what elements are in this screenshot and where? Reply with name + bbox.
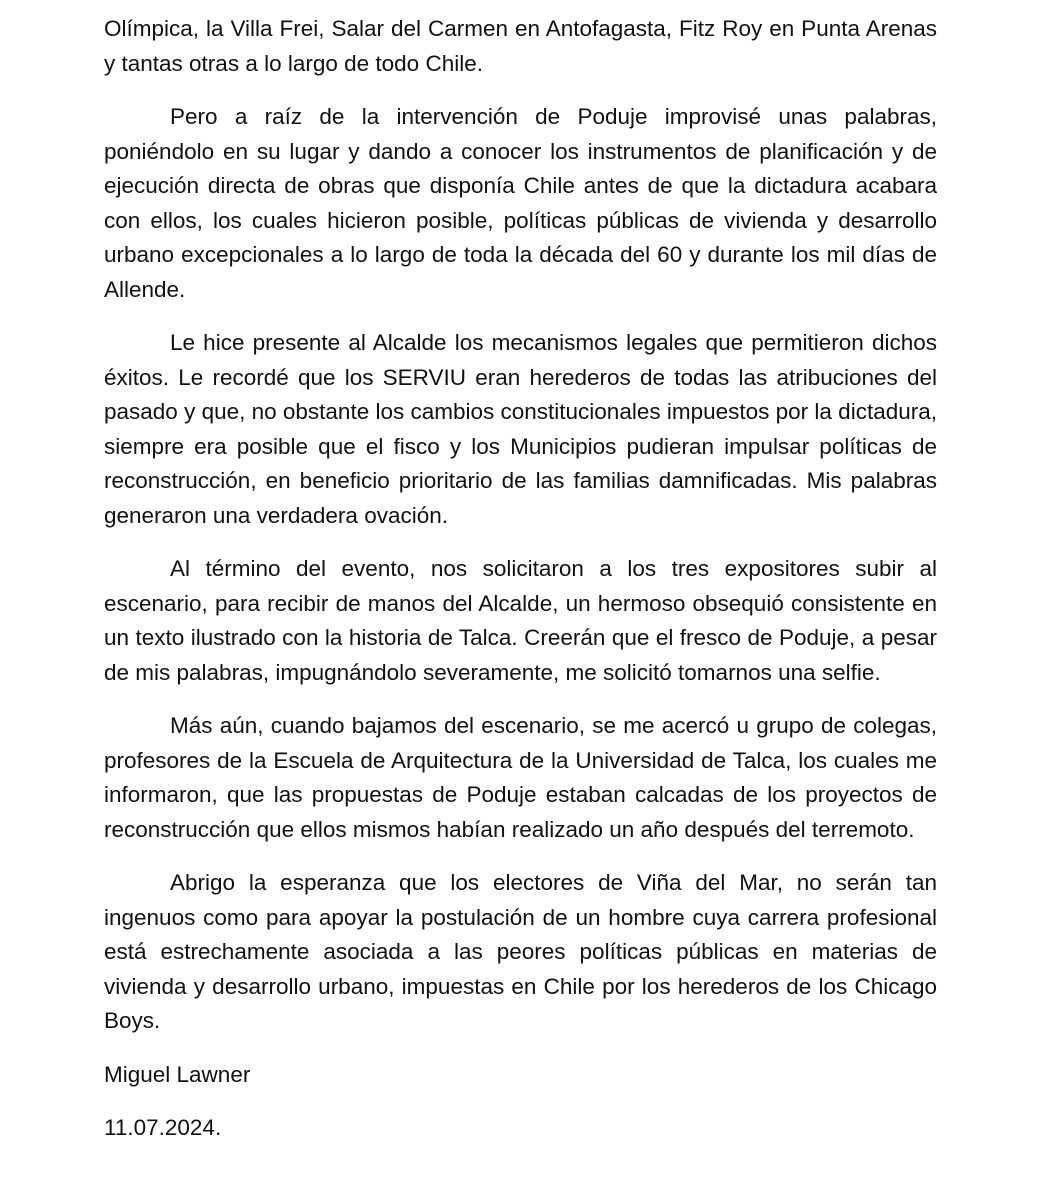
signature-date: 11.07.2024. <box>104 1115 222 1140</box>
paragraph-poduje-intervention: Pero a raíz de la intervención de Poduje improvisé unas palabras, poniéndolo en su lugar y dando a conocer los instrumentos de planificación y de ejecución directa de obras que disponía Chile antes de que la dictadura acabara con ellos, los cuales hicieron posible, políticas públicas de vivienda y desarrollo urbano excepcionales a lo largo de toda la década del 60 y durante los mil días de Allende. <box>104 104 937 302</box>
paragraph-continuation: Olímpica, la Villa Frei, Salar del Carmen en Antofagasta, Fitz Roy en Punta Arenas y tantas otras a lo largo de todo Chile. <box>104 16 937 76</box>
paragraph-colleagues: Más aún, cuando bajamos del escenario, se me acercó u grupo de colegas, profesores de la Escuela de Arquitectura de la Universidad de Talca, los cuales me informaron, que las propuestas de Poduje estaban calcadas de los proyectos de reconstrucción que ellos mismos habían realizado un año después del terremoto. <box>104 713 937 842</box>
signature-name: Miguel Lawner <box>104 1061 251 1087</box>
paragraph-event-end: Al término del evento, nos solicitaron a los tres expositores subir al escenario, para recibir de manos del Alcalde, un hermoso obsequió consistente en un texto ilustrado con la historia de Talca. Creerán que el fresco de Poduje, a pesar de mis palabras, impugnándolo severamente, me solicitó tomarnos una selfie. <box>104 556 937 685</box>
document-page <box>104 12 937 1165</box>
paragraph-closing-hope: Abrigo la esperanza que los electores de Viña del Mar, no serán tan ingenuos como para apoyar la postulación de un hombre cuya carrera profesional está estrechamente asociada a las peores políticas públicas en materias de vivienda y desarrollo urbano, impuestas en Chile por los herederos de los Chicago Boys. <box>104 870 937 1033</box>
paragraph-legal-mechanisms: Le hice presente al Alcalde los mecanismos legales que permitieron dichos éxitos. Le recordé que los SERVIU eran herederos de todas las atribuciones del pasado y que, no obstante los cambios constitucionales impuestos por la dictadura, siempre era posible que el fisco y los Municipios pudieran impulsar políticas de reconstrucción, en beneficio prioritario de las familias damnificadas. Mis palabras generaron una verdadera ovación. <box>104 330 937 528</box>
